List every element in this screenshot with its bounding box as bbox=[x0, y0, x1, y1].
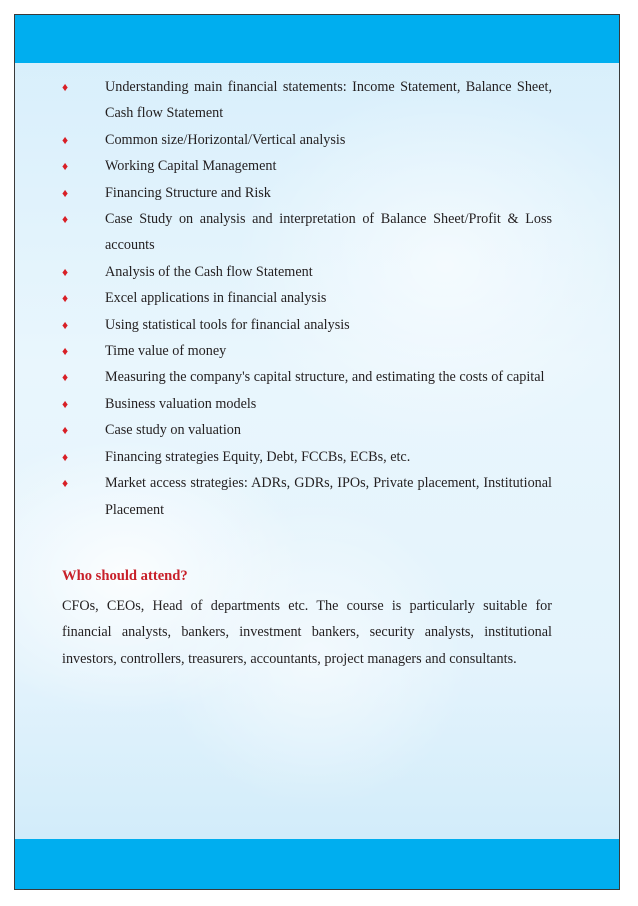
list-item-text: Common size/Horizontal/Vertical analysis bbox=[105, 131, 346, 148]
diamond-bullet-icon: ♦ bbox=[62, 159, 69, 174]
diamond-bullet-icon: ♦ bbox=[62, 291, 69, 306]
list-item bbox=[62, 417, 552, 443]
list-item-text: Working Capital Management bbox=[105, 158, 277, 175]
list-item-text: Analysis of the Cash flow Statement bbox=[105, 263, 313, 280]
list-item-text: Financing Structure and Risk bbox=[105, 184, 271, 201]
diamond-bullet-icon: ♦ bbox=[62, 423, 69, 438]
list-item bbox=[62, 180, 552, 206]
list-item bbox=[62, 74, 552, 127]
top-color-band bbox=[15, 15, 619, 63]
diamond-bullet-icon: ♦ bbox=[62, 396, 69, 411]
diamond-bullet-icon: ♦ bbox=[62, 370, 69, 385]
list-item bbox=[62, 444, 552, 470]
list-item bbox=[62, 470, 552, 523]
bottom-color-band bbox=[15, 839, 619, 889]
list-item bbox=[62, 153, 552, 179]
list-item bbox=[62, 364, 552, 390]
who-should-attend-body: CFOs, CEOs, Head of departments etc. The course is particularly suitable for financial analysts, bankers, investment bankers, security analysts, institutional investors, controllers, treasurers, accountants, project managers and consultants. bbox=[62, 597, 552, 667]
who-should-attend-heading: Who should attend? bbox=[62, 567, 188, 584]
diamond-bullet-icon: ♦ bbox=[62, 449, 69, 464]
list-item-text: Market access strategies: ADRs, GDRs, IPOs, Private placement, Institutional Placement bbox=[105, 475, 552, 518]
list-item bbox=[62, 206, 552, 259]
diamond-bullet-icon: ♦ bbox=[62, 132, 69, 147]
diamond-bullet-icon: ♦ bbox=[62, 317, 69, 332]
diamond-bullet-icon: ♦ bbox=[62, 212, 69, 227]
diamond-bullet-icon: ♦ bbox=[62, 476, 69, 491]
topic-list bbox=[62, 74, 552, 523]
diamond-bullet-icon: ♦ bbox=[62, 344, 69, 359]
list-item bbox=[62, 259, 552, 285]
list-item-text: Using statistical tools for financial analysis bbox=[105, 316, 350, 333]
page-content bbox=[62, 74, 552, 672]
list-item bbox=[62, 391, 552, 417]
list-item-text: Excel applications in financial analysis bbox=[105, 290, 327, 307]
list-item-text: Financing strategies Equity, Debt, FCCBs, ECBs, etc. bbox=[105, 448, 411, 465]
brochure-page bbox=[14, 14, 620, 890]
list-item bbox=[62, 285, 552, 311]
list-item-text: Measuring the company's capital structure, and estimating the costs of capital bbox=[105, 369, 545, 386]
list-item bbox=[62, 338, 552, 364]
list-item-text: Case study on valuation bbox=[105, 422, 241, 439]
list-item-text: Business valuation models bbox=[105, 395, 257, 412]
list-item bbox=[62, 127, 552, 153]
list-item-text: Case Study on analysis and interpretation of Balance Sheet/Profit & Loss accounts bbox=[105, 211, 552, 254]
diamond-bullet-icon: ♦ bbox=[62, 185, 69, 200]
list-item-text: Time value of money bbox=[105, 343, 227, 360]
diamond-bullet-icon: ♦ bbox=[62, 80, 69, 94]
list-item-text: Understanding main financial statements: Income Statement, Balance Sheet, Cash flow Statement bbox=[105, 79, 552, 122]
diamond-bullet-icon: ♦ bbox=[62, 264, 69, 279]
list-item bbox=[62, 312, 552, 338]
